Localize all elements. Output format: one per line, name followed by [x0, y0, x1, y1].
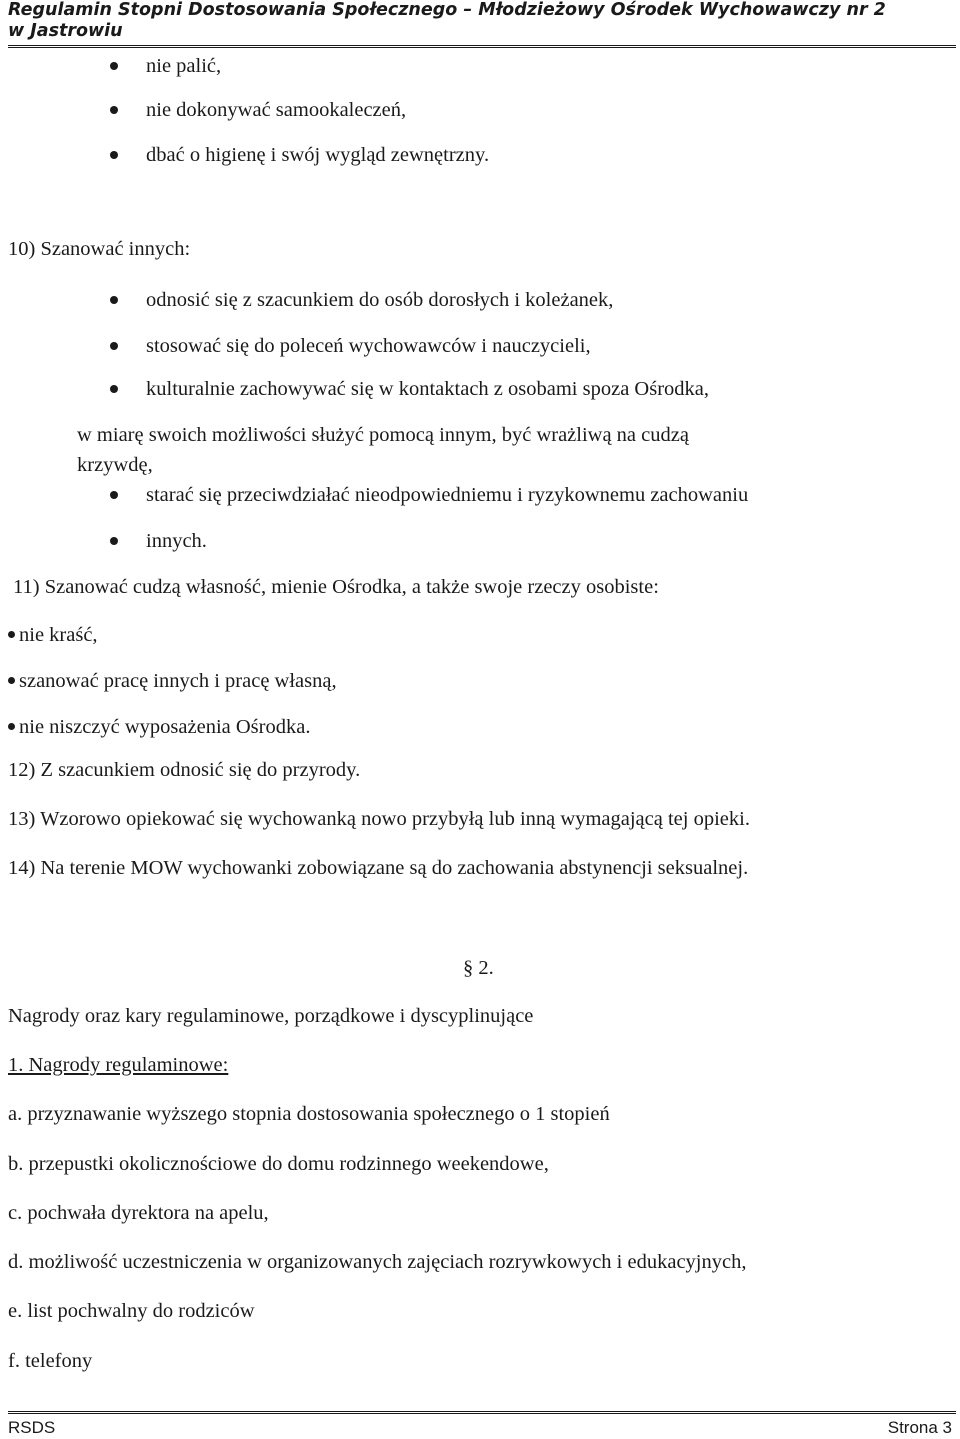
list-item: kulturalnie zachowywać się w kontaktach z osobami spoza Ośrodka, — [146, 378, 709, 400]
reward-item: a. przyznawanie wyższego stopnia dostosowania społecznego o 1 stopień — [8, 1103, 610, 1125]
section-title: Nagrody oraz kary regulaminowe, porządkowe i dyscyplinujące — [8, 1005, 534, 1027]
reward-item: d. możliwość uczestniczenia w organizowanych zajęciach rozrywkowych i edukacyjnych, — [8, 1251, 747, 1273]
bullet-icon — [110, 385, 118, 393]
bullet-icon — [110, 106, 118, 114]
paragraph-line: w miarę swoich możliwości służyć pomocą innym, być wrażliwą na cudzą — [77, 424, 689, 446]
list-item: nie palić, — [146, 55, 222, 77]
footer-divider — [8, 1411, 956, 1414]
list-item: odnosić się z szacunkiem do osób dorosłych i koleżanek, — [146, 289, 614, 311]
rule-item-12: 12) Z szacunkiem odnosić się do przyrody. — [8, 759, 361, 781]
rule-item-11: 11) Szanować cudzą własność, mienie Ośrodka, a także swoje rzeczy osobiste: — [13, 576, 659, 598]
list-item: starać się przeciwdziałać nieodpowiedniemu i ryzykownemu zachowaniu — [146, 484, 749, 506]
rule-item-10: 10) Szanować innych: — [8, 238, 191, 260]
bullet-icon — [8, 677, 15, 684]
bullet-icon — [8, 723, 15, 730]
footer-page-number: Strona 3 — [887, 1418, 952, 1437]
bullet-icon — [8, 631, 15, 638]
bullet-icon — [110, 62, 118, 70]
list-item: innych. — [146, 530, 207, 552]
bullet-icon — [110, 296, 118, 304]
list-item: szanować pracę innych i pracę własną, — [19, 670, 337, 692]
rule-item-14: 14) Na terenie MOW wychowanki zobowiązane są do zachowania abstynencji seksualnej. — [8, 857, 749, 879]
list-item: stosować się do poleceń wychowawców i nauczycieli, — [146, 335, 591, 357]
subsection-title: 1. Nagrody regulaminowe: — [8, 1054, 229, 1076]
list-item: dbać o higienę i swój wygląd zewnętrzny. — [146, 144, 490, 166]
reward-item: b. przepustki okolicznościowe do domu rodzinnego weekendowe, — [8, 1153, 549, 1175]
reward-item: e. list pochwalny do rodziców — [8, 1300, 255, 1322]
footer-left: RSDS — [8, 1418, 56, 1437]
bullet-icon — [110, 537, 118, 545]
bullet-icon — [110, 342, 118, 350]
list-item: nie niszczyć wyposażenia Ośrodka. — [19, 716, 311, 738]
list-item: nie kraść, — [19, 624, 98, 646]
reward-item: f. telefony — [8, 1350, 93, 1372]
header-title-line1: Regulamin Stopni Dostosowania Społecznego – Młodzieżowy Ośrodek Wychowawczy nr 2 — [8, 0, 886, 20]
paragraph-line: krzywdę, — [77, 454, 153, 476]
header-title — [8, 0, 956, 42]
reward-item: c. pochwała dyrektora na apelu, — [8, 1202, 269, 1224]
section-mark: § 2. — [463, 957, 494, 979]
bullet-icon — [110, 151, 118, 159]
rule-item-13: 13) Wzorowo opiekować się wychowanką nowo przybyłą lub inną wymagającą tej opieki. — [8, 808, 750, 830]
bullet-icon — [110, 491, 118, 499]
header-title-line2: w Jastrowiu — [8, 21, 123, 41]
header-divider — [8, 45, 956, 48]
list-item: nie dokonywać samookaleczeń, — [146, 99, 407, 121]
